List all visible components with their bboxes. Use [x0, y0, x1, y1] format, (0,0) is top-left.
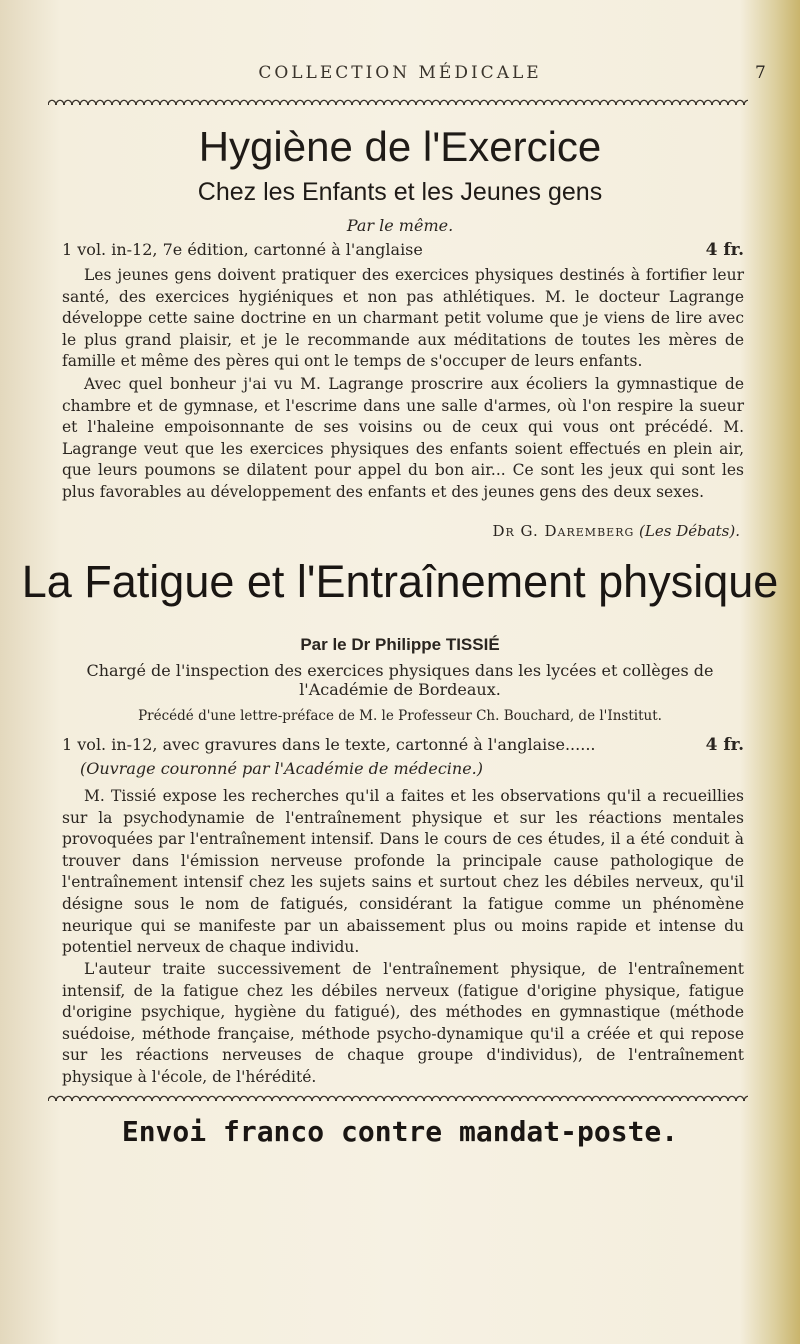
- book1-review-paragraph-1: Les jeunes gens doivent pratiquer des exercices physiques destinés à fortifier leur santé, des exercices hygiéniques et non pas athlétiques. M. le docteur Lagrange développe cette saine doctrine en un charmant petit volume que je viens de lire avec le plus grand plaisir, et je le recommande aux méditations de toutes les mères de famille et même des pères qui ont le temps de s'occuper de leurs enfants.: [62, 266, 744, 371]
- book1-format: 1 vol. in-12, 7e édition, cartonné à l'anglaise: [62, 240, 423, 259]
- book1-title: Hygiène de l'Exercice: [198, 123, 602, 170]
- book2-title: La Fatigue et l'Entraînement physique: [21, 556, 779, 607]
- book2-format: 1 vol. in-12, avec gravures dans le texte, cartonné à l'anglaise......: [62, 735, 596, 754]
- book2-description-paragraph-2: L'auteur traite successivement de l'entraînement physique, de l'entraînement intensif, de la fatigue chez les débiles nerveux (fatigue d'origine physique, fatigue d'origine psychique, hygiène du fatigué), des méthodes en gymnastique (méthode suédoise, méthode française, méthode psycho-dynamique qu'il a créée et qui repose sur les réactions nerveuses de chaque groupe d'individus), de l'entraînement physique à l'école, de l'hérédité.: [62, 960, 744, 1086]
- book1-price: 4 fr.: [705, 240, 744, 260]
- book2-author: Par le Dr Philippe TISSIÉ: [300, 635, 500, 654]
- book2-affiliation: Chargé de l'inspection des exercices physiques dans les lycées et collèges de l'Académie de Bordeaux.: [86, 661, 714, 699]
- book1-review-signature: Dr G. Daremberg: [492, 522, 635, 540]
- book2-description-paragraph-1: M. Tissié expose les recherches qu'il a faites et les observations qu'il a recueillies sur la psychodynamie de l'entraînement physique et sur les réactions mentales provoquées par l'entraînement intensif. Dans le cours de ces études, il a été conduit à trouver dans l'émission nerveuse profonde la principale cause pathologique de l'entraînement intensif chez les sujets sains et surtout chez les débiles nerveux, qu'il désigne sous le nom de fatigués, considérant la fatigue comme un phénomène neurique qui se manifeste par un abaissement plus ou moins rapide et intense du potentiel nerveux de chaque individu.: [62, 787, 744, 957]
- running-header: COLLECTION MÉDICALE: [258, 63, 542, 83]
- book1-review-paragraph-2: Avec quel bonheur j'ai vu M. Lagrange proscrire aux écoliers la gymnastique de chambre et de gymnase, et l'escrime dans une salle d'armes, où l'on respire la sueur et l'haleine empoisonnante de ses voisins ou de ceux qui vous ont précédé. M. Lagrange veut que les exercices physiques des enfants soient effectués en plein air, que leurs poumons se dilatent pour appel du bon air... Ce sont les jeux qui sont les plus favorables au développement des enfants et des jeunes gens des deux sexes.: [62, 375, 744, 501]
- wavy-divider: [48, 1093, 748, 1101]
- book1-review-source: (Les Débats).: [639, 522, 740, 540]
- book1-format-row: [62, 240, 744, 259]
- book2-preface: Précédé d'une lettre-préface de M. le Professeur Ch. Bouchard, de l'Institut.: [138, 708, 662, 724]
- book1-subtitle: Chez les Enfants et les Jeunes gens: [197, 178, 603, 206]
- book2-price: 4 fr.: [705, 735, 744, 755]
- book1-review-signature-line: [0, 522, 740, 540]
- book1-author: Par le même.: [346, 216, 454, 235]
- shipping-note: Envoi franco contre mandat-poste.: [121, 1115, 679, 1148]
- wavy-divider: [48, 97, 748, 105]
- book2-award: (Ouvrage couronné par l'Académie de médecine.): [80, 759, 483, 778]
- page-number: 7: [755, 63, 766, 83]
- book2-format-row: [62, 735, 744, 754]
